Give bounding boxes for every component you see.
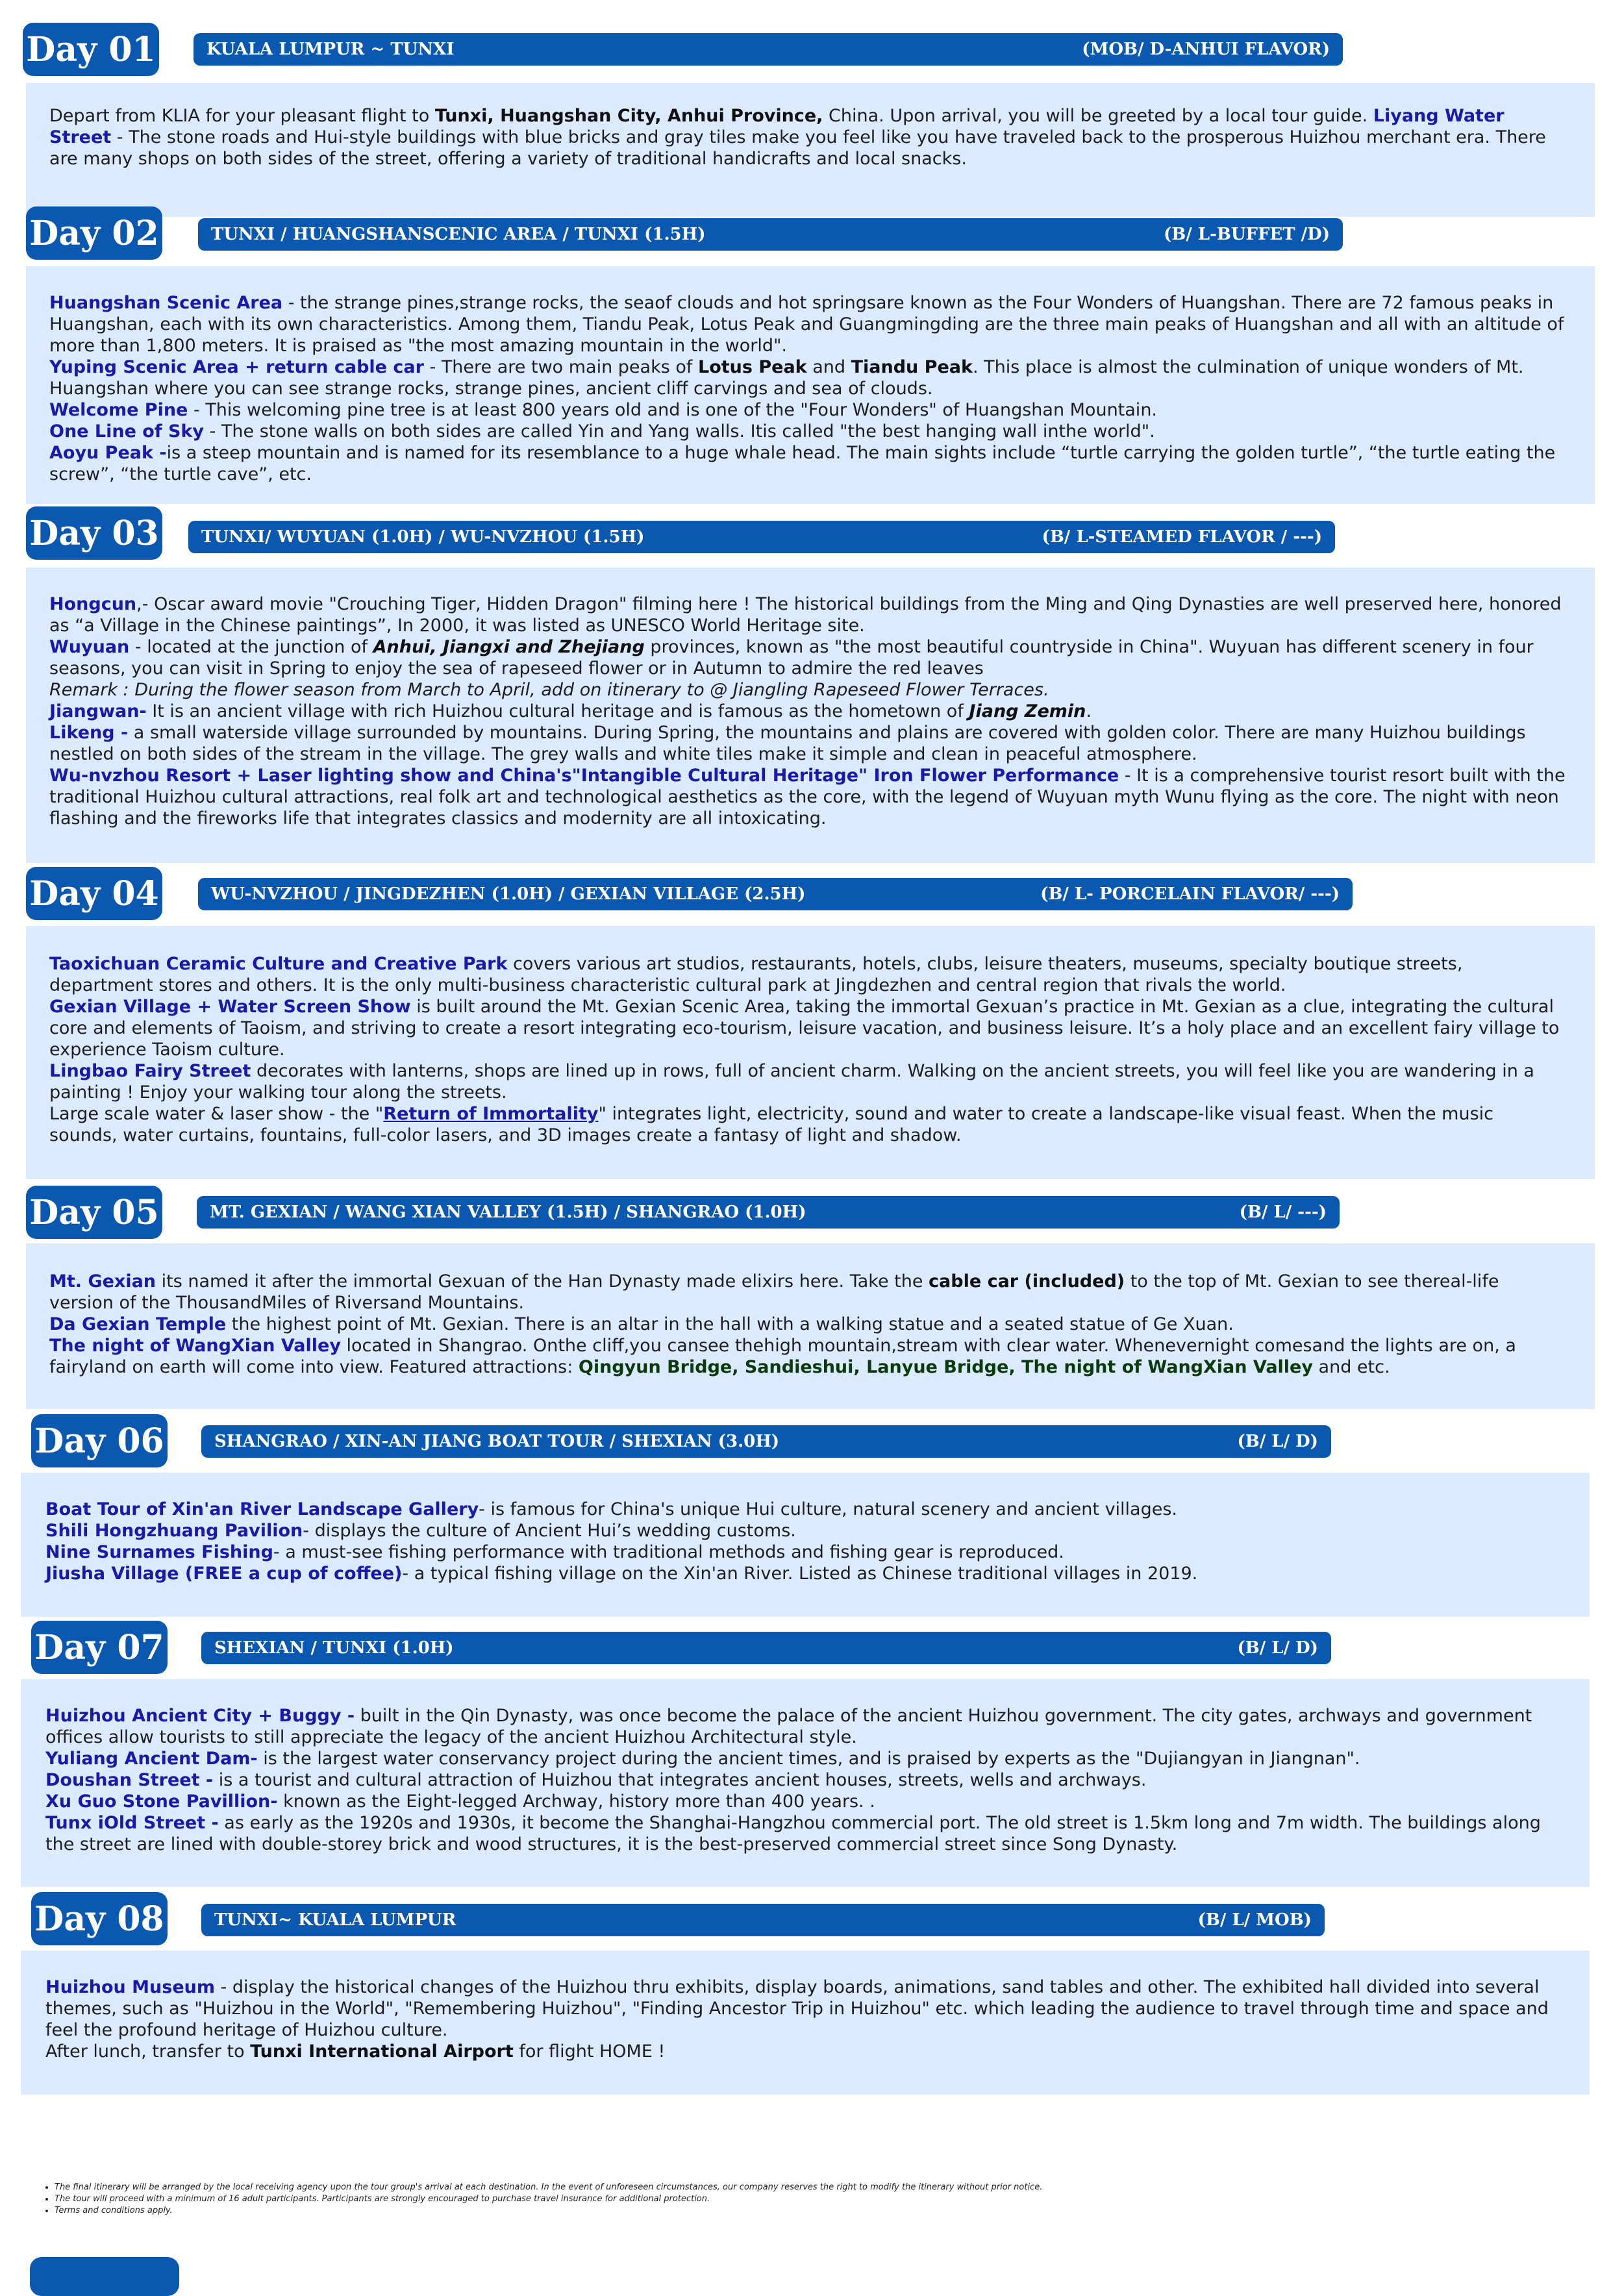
description-paragraph [45,1748,1561,1769]
body-text: the highest point of Mt. Gexian. There is an altar in the hall with a walking statue and a seated statue of Ge Xuan. [226,1314,1234,1334]
highlight-text: One Line of Sky [49,421,204,442]
highlight-text: Qingyun Bridge, Sandieshui, Lanyue Bridge, The night of WangXian Valley [578,1357,1313,1377]
day-description [21,1473,1590,1617]
highlight-text: Xu Guo Stone Pavillion- [45,1791,278,1812]
day-badge: Day 08 [31,1892,168,1945]
body-text: located in Shangrao. Onthe cliff,you cansee thehigh mountain,stream with clear water. Whenevernight comesand the lights are on, a fairyland on earth will come into view. Featured attractions: [49,1336,1516,1377]
note-item: • The tour will proceed with a minimum of 16 adult participants. Participants are strongly encouraged to purchase travel insurance for additional protection. [55,2193,1042,2205]
description-paragraph [45,1563,1561,1584]
body-text: is a steep mountain and is named for its resemblance to a huge whale head. The main sights include “turtle carrying the golden turtle”, “the turtle eating the screw”, “the turtle cave”, etc. [49,443,1556,484]
day-meals: (B/ L-STEAMED FLAVOR / ---) [1042,527,1322,547]
body-text: built in the Qin Dynasty, was once become the palace of the ancient Huizhou government. The city gates, archways and government offices allow tourists to still appreciate the legacy of the ancient Huizhou Architectural style. [45,1706,1532,1747]
terms-notes [42,2182,1042,2217]
day-route: TUNXI / HUANGSHANSCENIC AREA / TUNXI (1.5H) [211,225,706,244]
day-route-bar [201,1904,1325,1936]
body-text: - The stone walls on both sides are called Yin and Yang walls. Itis called "the best hanging wall inthe world". [203,421,1155,442]
highlight-text: Likeng - [49,723,129,743]
body-text: - located at the junction of [129,637,373,657]
highlight-text: Yuliang Ancient Dam- [45,1749,258,1769]
body-text: and [806,357,851,377]
body-text: Depart from KLIA for your pleasant flight to [49,106,435,126]
day-route: MT. GEXIAN / WANG XIAN VALLEY (1.5H) / SHANGRAO (1.0H) [210,1203,806,1222]
description-paragraph [49,722,1566,765]
body-text: China. Upon arrival, you will be greeted by a local tour guide. [823,106,1373,126]
day-route-bar [201,1425,1331,1458]
description-paragraph [45,1812,1561,1855]
highlight-text: Tunx iOld Street - [45,1813,219,1833]
description-paragraph [49,292,1566,356]
day-badge: Day 02 [26,206,162,260]
description-paragraph [45,1705,1561,1748]
day-route-bar [194,33,1343,66]
highlight-text: Return of Immortality [383,1104,599,1124]
day-badge: Day 01 [23,23,159,76]
highlight-text: Anhui, Jiangxi and Zhejiang [373,637,645,657]
body-text: - The stone roads and Hui-style buildings with blue bricks and gray tiles make you feel like you have traveled back to the prosperous Huizhou merchant era. There are many shops on both sides of the street, offering a variety of traditional handicrafts and local snacks. [49,127,1546,169]
description-paragraph [49,636,1566,679]
description-paragraph [49,953,1566,996]
description-paragraph [49,593,1566,636]
day-route-bar [197,1196,1340,1229]
body-text: and etc. [1312,1357,1390,1377]
body-text: - a must-see fishing performance with traditional methods and fishing gear is reproduced. [273,1542,1064,1562]
body-text: for flight HOME ! [513,2041,666,2062]
day-meals: (B/ L/ MOB) [1197,1910,1312,1930]
body-text: ,- Oscar award movie "Crouching Tiger, Hidden Dragon" filming here ! The historical buildings from the Ming and Qing Dynasties are well preserved here, honored as “a Village in the Chinese paintings”, In 2000, it was listed as UNESCO World Heritage site. [49,594,1562,636]
day-badge: Day 07 [31,1621,168,1674]
highlight-text: Lingbao Fairy Street [49,1061,251,1081]
highlight-text: Remark : During the flower season from March to April, add on itinerary to @ Jiangling Rapeseed Flower Terraces. [49,680,1049,700]
highlight-text: Taoxichuan Ceramic Culture and Creative Park [49,954,508,974]
next-page-tab [30,2257,179,2296]
highlight-text: cable car (included) [929,1271,1125,1292]
day-route-bar [188,521,1335,553]
day-meals: (B/ L- PORCELAIN FLAVOR/ ---) [1040,884,1340,904]
day-meals: (B/ L-BUFFET /D) [1163,225,1330,244]
highlight-text: Shili Hongzhuang Pavilion [45,1521,303,1541]
body-text: - display the historical changes of the Huizhou thru exhibits, display boards, animations, sand tables and other. The exhibited hall divided into several themes, such as "Huizhou in the World", "Remembering Huizhou", "Finding Ancestor Trip in Huizhou" etc. which leading the audience to travel through time and space and feel the profound heritage of Huizhou culture. [45,1977,1549,2040]
body-text: - There are two main peaks of [423,357,698,377]
day-meals: (B/ L/ D) [1237,1432,1318,1451]
highlight-text: Wu-nvzhou Resort + Laser lighting show and China's"Intangible Cultural Heritage" Iron Flower Performance [49,766,1119,786]
description-paragraph [49,996,1566,1060]
description-paragraph [49,421,1566,442]
body-text: It is an ancient village with rich Huizhou cultural heritage and is famous as the hometown of [146,701,969,721]
note-item: • The final itinerary will be arranged by the local receiving agency upon the tour group's arrival at each destination. In the event of unforeseen circumstances, our company reserves the right to modify the itinerary without prior notice. [55,2182,1042,2193]
day-route-bar [198,218,1343,251]
highlight-text: Welcome Pine [49,400,188,420]
day-route: TUNXI~ KUALA LUMPUR [214,1910,456,1930]
highlight-text: Aoyu Peak - [49,443,167,463]
day-route-bar [198,878,1353,910]
body-text: . [1086,701,1092,721]
day-meals: (B/ L/ ---) [1239,1203,1327,1222]
body-text: a small waterside village surrounded by mountains. During Spring, the mountains and plains are covered with golden color. There are many Huizhou buildings nestled on both sides of the stream in the village. The grey walls and white tiles make it simple and clean in peaceful atmosphere. [49,723,1526,764]
day-description [26,1243,1595,1409]
body-text: known as the Eight-legged Archway, history more than 400 years. . [277,1791,875,1812]
body-text: . This place is almost the culmination of unique wonders of Mt. Huangshan where you can see strange rocks, strange pines, ancient cliff carvings and sea of clouds. [49,357,1524,399]
highlight-text: Huangshan Scenic Area [49,293,283,313]
highlight-text: Lotus Peak [697,357,807,377]
day-meals: (B/ L/ D) [1237,1638,1318,1658]
day-route: SHANGRAO / XIN-AN JIANG BOAT TOUR / SHEXIAN (3.0H) [214,1432,780,1451]
description-paragraph [49,1314,1566,1335]
body-text: Large scale water & laser show - the " [49,1104,384,1124]
day-badge: Day 04 [26,867,162,920]
description-paragraph [49,1271,1566,1314]
day-description [26,926,1595,1179]
body-text: to the top of Mt. Gexian to see thereal-life version of the ThousandMiles of Riversand Mountains. [49,1271,1499,1313]
body-text: - It is a comprehensive tourist resort built with the traditional Huizhou cultural attractions, real folk art and technological aesthetics as the core, with the legend of Wuyuan myth Wunu flying as the core. The night with neon flashing and the fireworks life that integrates classics and modernity are all intoxicating. [49,766,1566,829]
highlight-text: Doushan Street - [45,1770,214,1790]
body-text: - is famous for China's unique Hui culture, natural scenery and ancient villages. [479,1499,1177,1519]
day-route: WU-NVZHOU / JINGDEZHEN (1.0H) / GEXIAN VILLAGE (2.5H) [211,884,806,904]
description-paragraph [45,1791,1561,1812]
body-text: - the strange pines,strange rocks, the seaof clouds and hot springsare known as the Four Wonders of Huangshan. There are 72 famous peaks in Huangshan, each with its own characteristics. Among them, Tiandu Peak, Lotus Peak and Guangmingding are the three main peaks of Huangshan and all with an altitude of more than 1,800 meters. It is praised as "the most amazing mountain in the world". [49,293,1564,356]
day-route: TUNXI/ WUYUAN (1.0H) / WU-NVZHOU (1.5H) [201,527,645,547]
body-text: - This welcoming pine tree is at least 800 years old and is one of the "Four Wonders" of Huangshan Mountain. [188,400,1158,420]
day-badge: Day 03 [26,506,162,560]
description-paragraph [49,1103,1566,1146]
day-badge: Day 05 [26,1186,162,1239]
highlight-text: Nine Surnames Fishing [45,1542,273,1562]
description-paragraph [45,1541,1561,1563]
highlight-text: Hongcun [49,594,137,614]
body-text: is built around the Mt. Gexian Scenic Area, taking the immortal Gexuan’s practice in Mt. Gexian as a clue, integrating the cultural core and elements of Taoism, and striving to create a resort integrating eco-tourism, leisure vacation, and business leisure. It’s a holy place and an excellent fairy village to experience Taoism culture. [49,997,1560,1060]
day-meals: (MOB/ D-ANHUI FLAVOR) [1082,40,1330,59]
description-paragraph [49,1060,1566,1103]
day-route-bar [201,1632,1331,1664]
description-paragraph [45,1520,1561,1541]
body-text: is a tourist and cultural attraction of Huizhou that integrates ancient houses, streets, wells and archways. [213,1770,1147,1790]
highlight-text: Boat Tour of Xin'an River Landscape Gallery [45,1499,479,1519]
description-paragraph [49,765,1566,829]
body-text: decorates with lanterns, shops are lined up in rows, full of ancient charm. Walking on the ancient streets, you will feel like you are wandering in a painting ! Enjoy your walking tour along the streets. [49,1061,1534,1103]
description-paragraph [49,701,1566,722]
day-route: KUALA LUMPUR ~ TUNXI [206,40,455,59]
description-paragraph [45,1499,1561,1520]
description-paragraph [49,399,1566,421]
highlight-text: Wuyuan [49,637,130,657]
highlight-text: Da Gexian Temple [49,1314,227,1334]
day-description [26,568,1595,863]
body-text: as early as the 1920s and 1930s, it become the Shanghai-Hangzhou commercial port. The old street is 1.5km long and 7m width. The buildings along the street are lined with double-storey brick and wood structures, it is the best-preserved commercial street since Song Dynasty. [45,1813,1541,1854]
highlight-text: Liyang Water Street [49,106,1505,147]
body-text: covers various art studios, restaurants, hotels, clubs, leisure theaters, museums, specialty boutique streets, department stores and others. It is the only multi-business characteristic cultural park at Jingdezhen and central region that rivals the world. [49,954,1463,995]
highlight-text: Jiusha Village (FREE a cup of coffee) [45,1564,403,1584]
day-route: SHEXIAN / TUNXI (1.0H) [214,1638,454,1658]
highlight-text: Tiandu Peak [851,357,973,377]
body-text: provinces, known as "the most beautiful countryside in China". Wuyuan has different scenery in four seasons, you can visit in Spring to enjoy the sea of rapeseed flower or in Autumn to admire the red leaves [49,637,1534,679]
body-text: - a typical fishing village on the Xin'an River. Listed as Chinese traditional villages in 2019. [402,1564,1198,1584]
highlight-text: Yuping Scenic Area + return cable car [49,357,424,377]
day-badge: Day 06 [31,1414,168,1467]
description-paragraph [49,679,1566,701]
description-paragraph [49,356,1566,399]
highlight-text: Mt. Gexian [49,1271,156,1292]
highlight-text: Huizhou Ancient City + Buggy - [45,1706,355,1726]
highlight-text: Gexian Village + Water Screen Show [49,997,411,1017]
highlight-text: Tunxi International Airport [250,2041,514,2062]
description-paragraph [45,1769,1561,1791]
day-description [26,266,1595,504]
highlight-text: Tunxi, Huangshan City, Anhui Province, [434,106,823,126]
body-text: - displays the culture of Ancient Hui’s wedding customs. [303,1521,796,1541]
description-paragraph [49,442,1566,485]
note-item: • Terms and conditions apply. [55,2205,1042,2217]
body-text: After lunch, transfer to [45,2041,251,2062]
highlight-text: Jiangwan- [49,701,147,721]
day-description [26,83,1595,217]
highlight-text: Jiang Zemin [969,701,1086,721]
body-text: its named it after the immortal Gexuan of the Han Dynasty made elixirs here. Take the [156,1271,929,1292]
highlight-text: Huizhou Museum [45,1977,216,1997]
description-paragraph [49,1335,1566,1378]
day-description [21,1951,1590,2095]
description-paragraph [45,1977,1561,2041]
body-text: is the largest water conservancy project during the ancient times, and is praised by experts as the "Dujiangyan in Jiangnan". [257,1749,1360,1769]
day-description [21,1679,1590,1887]
description-paragraph [45,2041,1561,2062]
highlight-text: The night of WangXian Valley [49,1336,341,1356]
body-text: " integrates light, electricity, sound and water to create a landscape-like visual feast. When the music sounds, water curtains, fountains, full-color lasers, and 3D images create a fantasy of light and shadow. [49,1104,1493,1145]
description-paragraph [49,105,1566,169]
